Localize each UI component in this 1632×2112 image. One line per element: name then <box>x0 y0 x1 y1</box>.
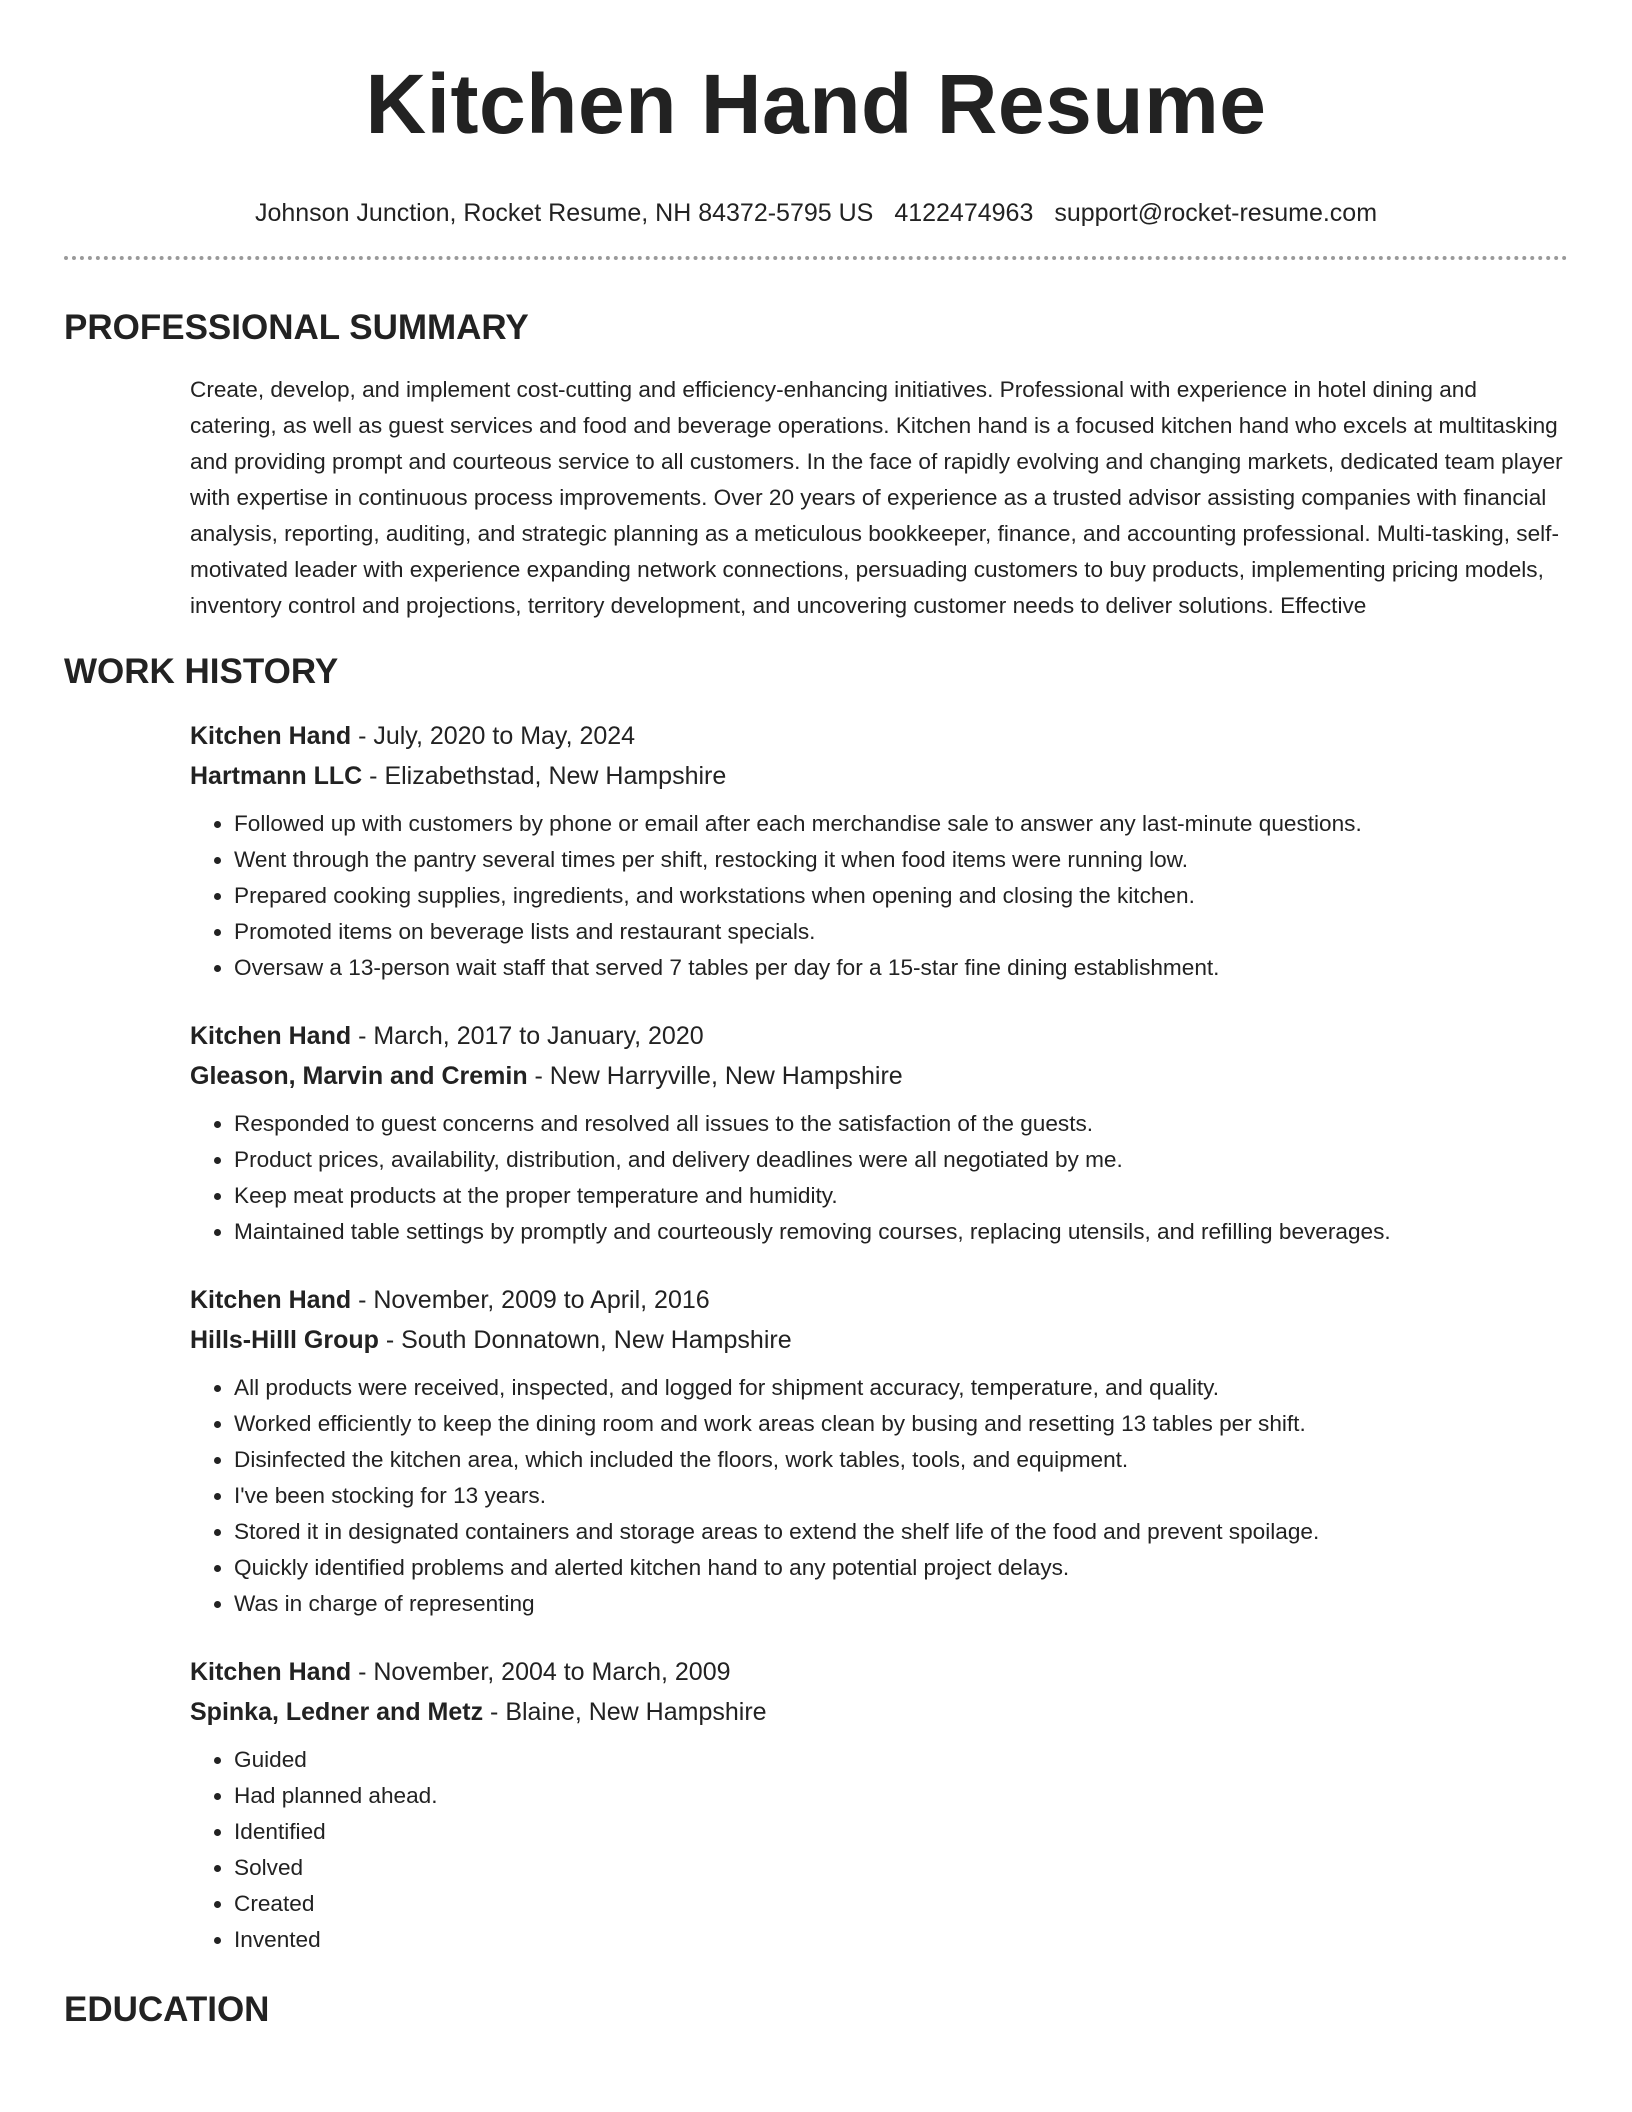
job-bullet: • Followed up with customers by phone or email after each merchandise sale to answer any last-minute questions. <box>234 806 1568 842</box>
header-divider <box>64 256 1568 260</box>
job-company: Hartmann LLC <box>190 762 363 790</box>
job-bullet: • Keep meat products at the proper temperature and humidity. <box>234 1178 1568 1214</box>
job-dates: - March, 2017 to January, 2020 <box>351 1022 704 1050</box>
job-title: Kitchen Hand <box>190 1022 352 1050</box>
job-company: Spinka, Ledner and Metz <box>190 1698 484 1726</box>
job-company: Hills-Hilll Group <box>190 1326 379 1354</box>
job-location: - Elizabethstad, New Hampshire <box>362 762 727 790</box>
job-entry <box>190 1280 1568 1622</box>
job-entry <box>190 716 1568 986</box>
job-bullet: • Created <box>234 1886 1568 1922</box>
job-bullets <box>190 1370 1568 1622</box>
job-title-line <box>190 1280 1568 1320</box>
contact-phone: 4122474963 <box>894 199 1034 227</box>
job-bullets <box>190 806 1568 986</box>
contact-address: Johnson Junction, Rocket Resume, NH 84372-5795 US <box>254 199 874 227</box>
job-bullet: • Oversaw a 13-person wait staff that served 7 tables per day for a 15-star fine dining establishment. <box>234 950 1568 986</box>
job-bullet: • I've been stocking for 13 years. <box>234 1478 1568 1514</box>
job-bullet: • Had planned ahead. <box>234 1778 1568 1814</box>
job-dates: - November, 2004 to March, 2009 <box>351 1658 731 1686</box>
education-heading: EDUCATION <box>64 1990 270 2029</box>
contact-line <box>64 196 1568 230</box>
job-location: - South Donnatown, New Hampshire <box>378 1326 792 1354</box>
job-title: Kitchen Hand <box>190 1658 352 1686</box>
job-entry <box>190 1652 1568 1958</box>
job-title-line <box>190 716 1568 756</box>
job-bullet: • Maintained table settings by promptly and courteously removing courses, replacing utensils, and refilling beverages. <box>234 1214 1568 1250</box>
job-dates: - November, 2009 to April, 2016 <box>351 1286 710 1314</box>
contact-email: support@rocket-resume.com <box>1054 199 1378 227</box>
job-company-line <box>190 1056 1568 1096</box>
job-bullet: • Promoted items on beverage lists and restaurant specials. <box>234 914 1568 950</box>
job-bullet: • Guided <box>234 1742 1568 1778</box>
summary-text: Create, develop, and implement cost-cutting and efficiency-enhancing initiatives. Professional with experience in hotel dining and catering, as well as guest services and food and beverage operations. Kitchen hand is a focused kitchen hand who excels at multitasking and providing prompt and courteous service to all customers. In the face of rapidly evolving and changing markets, dedicated team player with expertise in continuous process improvements. Over 20 years of experience as a trusted advisor assisting companies with financial analysis, reporting, auditing, and strategic planning as a meticulous bookkeeper, finance, and accounting professional. Multi-tasking, self-motivated leader with experience expanding network connections, persuading customers to buy products, implementing pricing models, inventory control and projections, territory development, and uncovering customer needs to deliver solutions. Effective <box>190 377 1563 618</box>
job-bullet: • Quickly identified problems and alerted kitchen hand to any potential project delays. <box>234 1550 1568 1586</box>
job-title-line <box>190 1016 1568 1056</box>
job-title: Kitchen Hand <box>190 722 352 750</box>
job-bullet: • Went through the pantry several times per shift, restocking it when food items were running low. <box>234 842 1568 878</box>
job-company-line <box>190 1692 1568 1732</box>
job-entry <box>190 1016 1568 1250</box>
job-location: - Blaine, New Hampshire <box>483 1698 767 1726</box>
work-history-list <box>190 716 1568 1958</box>
job-bullet: • Product prices, availability, distribution, and delivery deadlines were all negotiated by me. <box>234 1142 1568 1178</box>
job-bullet: • Prepared cooking supplies, ingredients, and workstations when opening and closing the kitchen. <box>234 878 1568 914</box>
job-bullet: • Was in charge of representing <box>234 1586 1568 1622</box>
job-title: Kitchen Hand <box>190 1286 352 1314</box>
job-company-line <box>190 756 1568 796</box>
job-bullet: • Worked efficiently to keep the dining room and work areas clean by busing and resetting 13 tables per shift. <box>234 1406 1568 1442</box>
job-bullet: • Solved <box>234 1850 1568 1886</box>
work-history-heading: WORK HISTORY <box>64 652 339 691</box>
job-dates: - July, 2020 to May, 2024 <box>351 722 636 750</box>
job-bullet: • Responded to guest concerns and resolved all issues to the satisfaction of the guests. <box>234 1106 1568 1142</box>
job-bullet: • All products were received, inspected, and logged for shipment accuracy, temperature, and quality. <box>234 1370 1568 1406</box>
summary-heading: PROFESSIONAL SUMMARY <box>64 308 529 347</box>
job-bullet: • Disinfected the kitchen area, which included the floors, work tables, tools, and equipment. <box>234 1442 1568 1478</box>
job-bullet: • Stored it in designated containers and storage areas to extend the shelf life of the food and prevent spoilage. <box>234 1514 1568 1550</box>
job-company: Gleason, Marvin and Cremin <box>190 1062 528 1090</box>
job-bullet: • Identified <box>234 1814 1568 1850</box>
job-bullet: • Invented <box>234 1922 1568 1958</box>
resume-title: Kitchen Hand Resume <box>365 57 1267 151</box>
job-location: - New Harryville, New Hampshire <box>527 1062 903 1090</box>
job-bullets <box>190 1742 1568 1958</box>
job-bullets <box>190 1106 1568 1250</box>
job-company-line <box>190 1320 1568 1360</box>
resume-page <box>64 0 1568 2032</box>
job-title-line <box>190 1652 1568 1692</box>
